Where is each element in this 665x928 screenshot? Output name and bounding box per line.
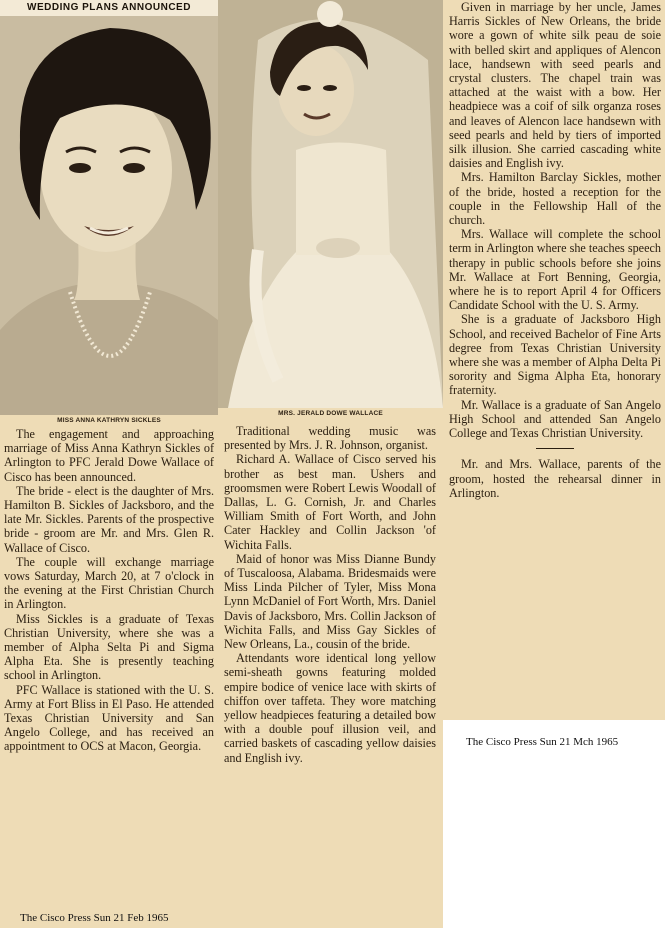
article-paragraph: Miss Sickles is a graduate of Texas Christian University, where she was a member of Alpha Selta Pi and Sigma Alpha Eta. She is presently teaching school in Arlington. — [4, 611, 214, 683]
article-paragraph: Mr. Wallace is a graduate of San Angelo High School and attended San Angelo College and Texas Christian University. — [449, 397, 661, 441]
article-paragraph: The engagement and approaching marriage of Miss Anna Kathryn Sickles of Arlington to PFC Jerald Dowe Wallace of Cisco has been announced. — [4, 427, 214, 484]
engagement-clipping — [0, 0, 218, 928]
portrait-photo-anna — [0, 0, 218, 415]
article-paragraph: The bride - elect is the daughter of Mrs. Hamilton B. Sickles of Jacksboro, and the late Mr. Sickles. Parents of the prospective bride - groom are Mr. and Mrs. Glen R. Wallace of Cisco. — [4, 483, 214, 555]
portrait-illustration — [0, 0, 218, 415]
article-paragraph: Traditional wedding music was presented by Mrs. J. R. Johnson, organist. — [224, 424, 436, 453]
section-divider — [536, 448, 574, 449]
bridal-photo — [218, 0, 443, 408]
article-paragraph: PFC Wallace is stationed with the U. S. Army at Fort Bliss in El Paso. He attended Texas Christian University and San Angelo College, and has received an appointment to OCS at Macon, Georgia. — [4, 682, 214, 754]
article-paragraph: Mrs. Hamilton Barclay Sickles, mother of the bride, hosted a reception for the couple in the Fellowship Hall of the church. — [449, 170, 661, 228]
source-citation-feb: The Cisco Press Sun 21 Feb 1965 — [20, 912, 169, 924]
wedding-article-right — [449, 0, 661, 500]
article-paragraph: Maid of honor was Miss Dianne Bundy of Tuscaloosa, Alabama. Bridesmaids were Miss Linda Pilcher of Tyler, Miss Mona Lynn McDaniel of Fort Worth, Mrs. Daniel Davis of Jacksboro, Mrs. Collin Jackson of Wichita Falls, and Miss Gay Sickles of New Orleans, La., cousin of the bride. — [224, 551, 436, 652]
article-paragraph: The couple will exchange marriage vows Saturday, March 20, at 7 o'clock in the evening at the First Christian Church in Arlington. — [4, 554, 214, 612]
article-paragraph: Given in marriage by her uncle, James Harris Sickles of New Orleans, the bride wore a gown of white silk peau de soie with belled skirt and appliques of Alencon lace, handsewn with seed pearls and crystal clusters. The chapel train was attached at the waist with a bow. Her headpiece was a coif of silk organza roses and leaves of Alencon lace handsewn with seed pearls and held by tiers of imported silk illusion. She carried cascading white daisies and English ivy. — [449, 0, 661, 171]
article-paragraph: Attendants wore identical long yellow semi-sheath gowns featuring molded empire bodice of venice lace with skirts of chiffon over taffeta. They wore matching yellow headpieces featuring a detailed bow with a double pouf illusion veil, and carried baskets of cascading yellow daisies and English ivy. — [224, 651, 436, 765]
wedding-article-middle — [224, 424, 436, 765]
article-paragraph: Richard A. Wallace of Cisco served his brother as best man. Ushers and groomsmen were Robert Lewis Woodall of Dallas, L. G. Cornish, Jr. and Charles William Smith of Fort Worth, and John Cater Hackley and Collin Jackson 'of Wichita Falls. — [224, 452, 436, 552]
bridal-illustration — [218, 0, 443, 408]
photo-caption: MRS. JERALD DOWE WALLACE — [278, 410, 383, 417]
source-citation-mch: The Cisco Press Sun 21 Mch 1965 — [466, 736, 619, 748]
wedding-clipping-right — [443, 0, 665, 720]
engagement-article — [4, 427, 214, 754]
photo-caption: MISS ANNA KATHRYN SICKLES — [57, 417, 161, 424]
article-paragraph: Mr. and Mrs. Wallace, parents of the groom, hosted the rehearsal dinner in Arlington. — [449, 457, 661, 500]
article-paragraph: She is a graduate of Jacksboro High School, and received Bachelor of Fine Arts degree from Texas Christian University where she was a member of Alpha Delta Pi sorority and Sigma Alpha Eta, honorary fraternity. — [449, 312, 661, 398]
wedding-clipping-middle — [218, 0, 443, 928]
article-paragraph: Mrs. Wallace will complete the school term in Arlington where she teaches speech therapy in public schools before she joins Mr. Wallace at Fort Benning, Georgia, where he is to report April 4 for Officers Candidate School with the U. S. Army. — [449, 227, 661, 313]
headline: WEDDING PLANS ANNOUNCED — [0, 0, 218, 16]
